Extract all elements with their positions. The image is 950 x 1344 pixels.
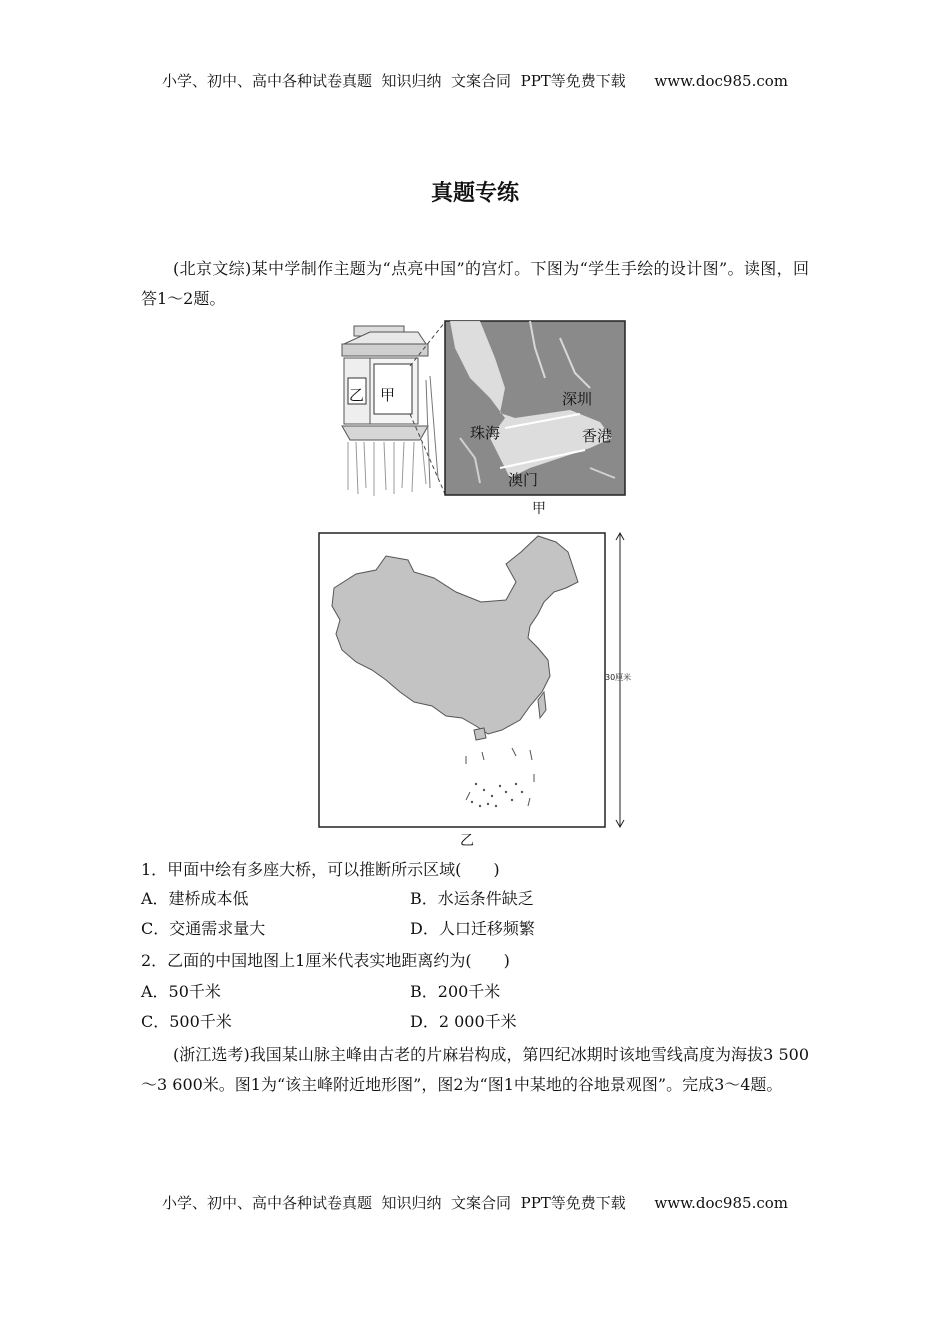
intro-paragraph-2: (浙江选考)我国某山脉主峰由古老的片麻岩构成，第四纪冰期时该地雪线高度为海拔3 500～3 600米。图1为“该主峰附近地形图”，图2为“图1中某地的谷地景观图”。完成3～4题。 xyxy=(141,1045,809,1094)
page-title: 真题专练 xyxy=(430,181,519,206)
lantern-label-jia: 甲 xyxy=(380,386,396,404)
scale-label: 30厘米 xyxy=(605,673,632,682)
page-footer: 小学、初中、高中各种试卷真题 知识归纳 文案合同 PPT等免费下载 www.doc985.com xyxy=(161,1194,788,1212)
question-1-option-a: A．建桥成本低 xyxy=(141,889,249,908)
lantern-and-delta-map xyxy=(330,318,630,500)
lantern-label-yi: 乙 xyxy=(349,386,365,404)
intro-paragraph-1: (北京文综)某中学制作主题为“点亮中国”的宫灯。下图为“学生手绘的设计图”。读图，回答1～2题。 xyxy=(141,259,809,308)
question-1-option-b: B．水运条件缺乏 xyxy=(410,889,534,908)
question-2-option-a: A．50千米 xyxy=(141,982,221,1001)
delta-map xyxy=(445,321,625,495)
question-2-option-d: D．2 000千米 xyxy=(410,1012,517,1031)
question-2-stem: 2．乙面的中国地图上1厘米代表实地距离约为( ) xyxy=(141,951,510,970)
figure-jia-caption: 甲 xyxy=(532,501,546,517)
place-shenzhen: 深圳 xyxy=(562,390,593,408)
question-1-option-c: C．交通需求量大 xyxy=(141,919,266,938)
question-2-option-b: B．200千米 xyxy=(410,982,501,1001)
hainan-island xyxy=(474,728,486,740)
lantern-drawing xyxy=(342,326,438,496)
question-2-option-c: C．500千米 xyxy=(141,1012,232,1031)
place-zhuhai: 珠海 xyxy=(470,424,501,442)
question-1-stem: 1．甲面中绘有多座大桥，可以推断所示区域( ) xyxy=(141,860,500,879)
place-macau: 澳门 xyxy=(508,471,539,489)
question-1-option-d: D．人口迁移频繁 xyxy=(410,919,535,938)
place-hongkong: 香港 xyxy=(582,427,613,445)
figure-yi xyxy=(316,530,636,830)
china-map-frame xyxy=(316,530,636,830)
page-header: 小学、初中、高中各种试卷真题 知识归纳 文案合同 PPT等免费下载 www.doc985.com xyxy=(161,72,788,90)
figure-jia xyxy=(330,318,630,500)
figure-yi-caption: 乙 xyxy=(460,833,474,849)
